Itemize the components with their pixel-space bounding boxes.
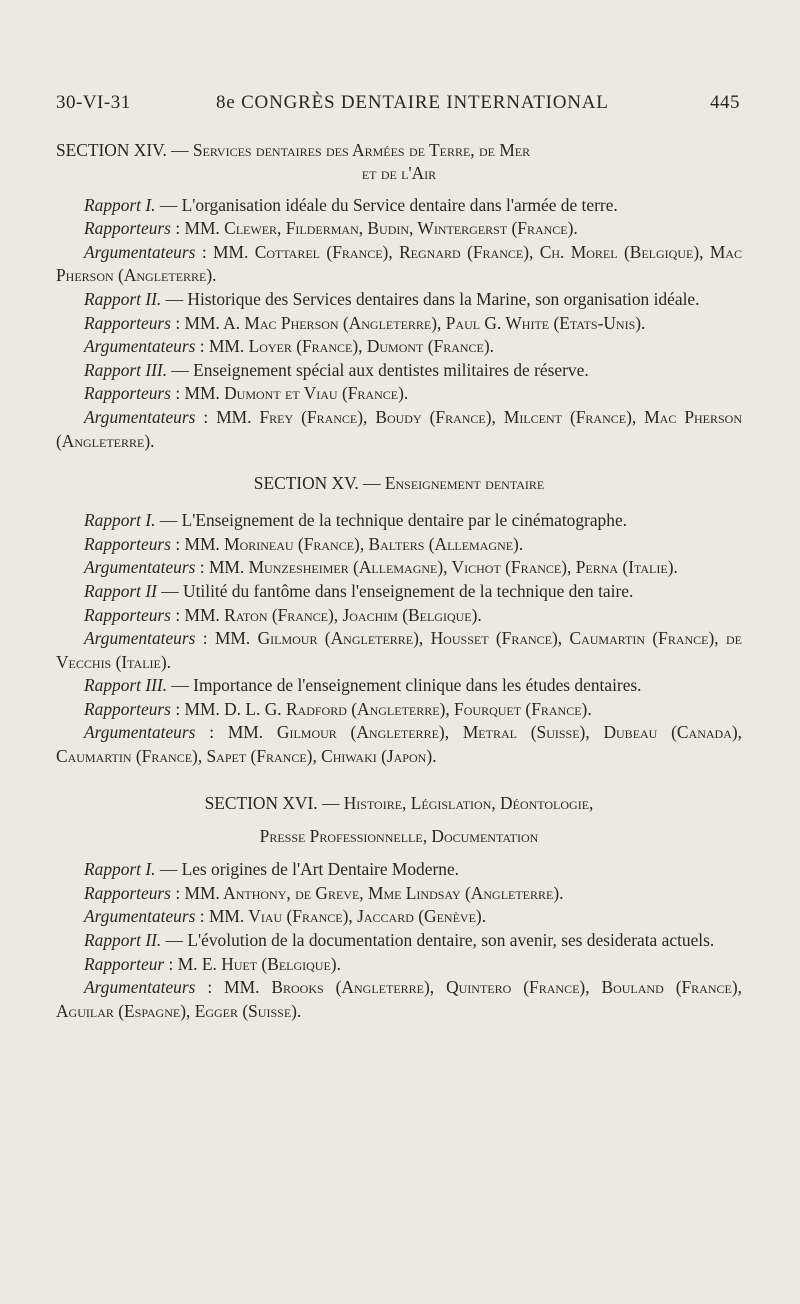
header-date: 30-VI-31 — [56, 92, 131, 113]
header-title: 8e CONGRÈS DENTAIRE INTERNATIONAL — [216, 92, 609, 113]
argumentateurs-line: Argumentateurs : MM. Loyer (France), Dumont (France). — [84, 336, 495, 357]
report-title: Rapport II. — L'évolution de la documentation dentaire, son avenir, ses desiderata actuels. — [84, 930, 715, 951]
report-title: Rapport III. — Enseignement spécial aux dentistes militaires de réserve. — [84, 359, 589, 380]
rapporteurs-line: Rapporteurs : MM. Morineau (France), Balters (Allemagne). — [84, 533, 524, 554]
rapporteurs-line: Rapporteur : M. E. Huet (Belgique). — [84, 953, 341, 974]
argumentateurs-line: Argumentateurs : MM. Gilmour (Angleterre), Housset (France), Caumartin (France), de Vecchis (Italie). — [56, 628, 742, 672]
section-heading: SECTION XVI. — Histoire, Législation, Déontologie, — [204, 792, 594, 813]
argumentateurs-line: Argumentateurs : MM. Cottarel (France), Regnard (France), Ch. Morel (Belgique), Mac Pherson (Angleterre). — [56, 241, 742, 286]
section-heading: SECTION XIV. — Services dentaires des Armées de Terre, de Mer — [56, 140, 531, 160]
document-body — [56, 138, 742, 1023]
section-xv — [56, 471, 742, 769]
section-heading-line2: Presse Professionnelle, Documentation — [259, 825, 539, 846]
rapporteurs-line: Rapporteurs : MM. Raton (France), Joachim (Belgique). — [84, 604, 482, 625]
argumentateurs-line: Argumentateurs : MM. Viau (France), Jaccard (Genève). — [84, 906, 487, 927]
page-number: 445 — [710, 92, 740, 113]
section-xvi — [56, 791, 742, 1024]
argumentateurs-line: Argumentateurs : MM. Munzesheimer (Allemagne), Vichot (France), Perna (Italie). — [84, 557, 678, 578]
report-title: Rapport III. — Importance de l'enseignement clinique dans les études dentaires. — [84, 675, 642, 696]
running-header — [56, 92, 740, 122]
report-title: Rapport I. — L'organisation idéale du Service dentaire dans l'armée de terre. — [84, 194, 618, 215]
section-heading: SECTION XV. — Enseignement dentaire — [253, 473, 545, 494]
section-xiv — [56, 138, 742, 453]
rapporteurs-line: Rapporteurs : MM. Clewer, Filderman, Budin, Wintergerst (France). — [84, 218, 578, 239]
rapporteurs-line: Rapporteurs : MM. Anthony, de Greve, Mme Lindsay (Angleterre). — [84, 882, 564, 903]
argumentateurs-line: Argumentateurs : MM. Brooks (Angleterre), Quintero (France), Bouland (France), Aguilar (Espagne), Egger (Suisse). — [56, 977, 742, 1021]
rapporteurs-line: Rapporteurs : MM. A. Mac Pherson (Angleterre), Paul G. White (Etats-Unis). — [84, 312, 646, 333]
report-title: Rapport II — Utilité du fantôme dans l'enseignement de la technique den taire. — [84, 580, 634, 601]
argumentateurs-line: Argumentateurs : MM. Frey (France), Boudy (France), Milcent (France), Mac Pherson (Angleterre). — [56, 406, 742, 451]
rapporteurs-line: Rapporteurs : MM. D. L. G. Radford (Angleterre), Fourquet (France). — [84, 698, 592, 719]
section-heading-line2: et de l'Air — [361, 163, 437, 183]
argumentateurs-line: Argumentateurs : MM. Gilmour (Angleterre), Metral (Suisse), Dubeau (Canada), Caumartin (France), Sapet (France), Chiwaki (Japon). — [56, 722, 742, 767]
rapporteurs-line: Rapporteurs : MM. Dumont et Viau (France). — [84, 383, 409, 404]
report-title: Rapport I. — Les origines de l'Art Dentaire Moderne. — [84, 859, 460, 880]
report-title: Rapport II. — Historique des Services dentaires dans la Marine, son organisation idéale. — [84, 288, 700, 309]
report-title: Rapport I. — L'Enseignement de la technique dentaire par le cinématographe. — [84, 510, 628, 531]
